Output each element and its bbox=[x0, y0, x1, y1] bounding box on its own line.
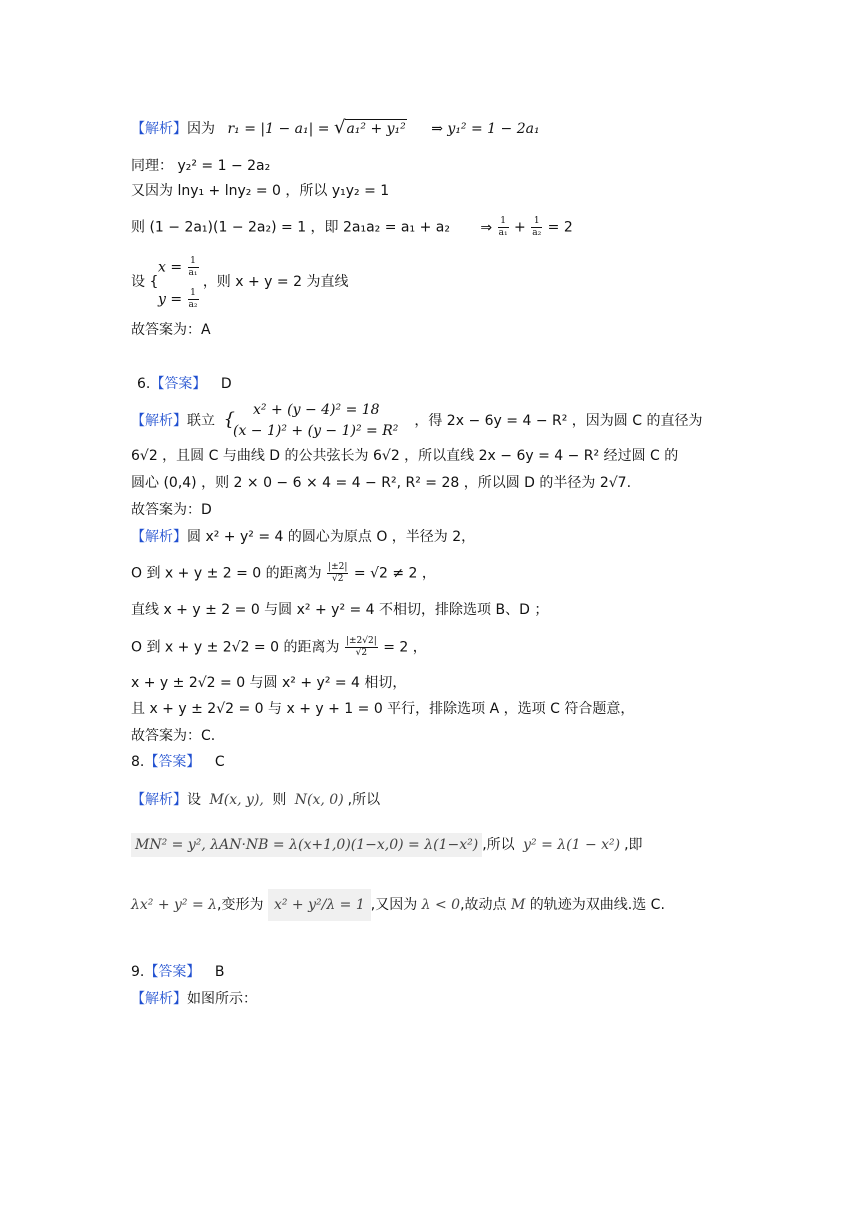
q7-line5: x + y ± 2√2 = 0 与圆 x² + y² = 4 相切， bbox=[131, 675, 407, 691]
b5-l1-root: a₁² + y₁² bbox=[346, 121, 406, 137]
b5-l1-b: r₁ = |1 − a₁| = bbox=[227, 121, 330, 137]
q9-header: 9.【答案】 B bbox=[131, 964, 225, 980]
q6-header: 6.【答案】 D bbox=[137, 376, 232, 392]
b5-line2 bbox=[131, 156, 270, 176]
q6-line2: 6√2 ，且圆 C 与曲线 D 的公共弦长为 6√2 ，所以直线 2x − 6y = 4 − R² 经过圆 C 的 bbox=[131, 448, 679, 464]
b5-l4-b: ⇒ bbox=[480, 219, 493, 236]
q7-line2: O 到 x + y ± 2 = 0 的距离为 $\frac{|\pm 2|}{√2}$ = √2 ≠ 2 ， bbox=[131, 562, 436, 584]
q8-line2: MN² = y², λAN·NB = λ(x+1,0)(1−x,0) = λ(1−x²) ,所以 y² = λ(1 − x²) ,即 bbox=[131, 833, 643, 857]
q8-hyperbola-box: x² + y²/λ = 1 bbox=[268, 889, 371, 921]
b5-line1 bbox=[131, 118, 540, 139]
q6-line3: 圆心 (0,4) ，则 2 × 0 − 6 × 4 = 4 − R², R² = 28 ，所以圆 D 的半径为 2√7. bbox=[131, 475, 632, 491]
q8-vector-box: MN² = y², λAN·NB = λ(x+1,0)(1−x,0) = λ(1−x²) bbox=[131, 833, 482, 857]
b5-line5-y bbox=[158, 288, 200, 311]
q7-line6: 且 x + y ± 2√2 = 0 与 x + y + 1 = 0 平行，排除选项 A ，选项 C 符合题意， bbox=[131, 701, 635, 717]
b5-l2: 同理： y₂² = 1 − 2a₂ bbox=[131, 158, 271, 174]
sqrt-sign: √a₁² + y₁² bbox=[333, 117, 406, 138]
q9-line1: 【解析】如图所示： bbox=[131, 991, 257, 1007]
q6-eq1: x² + (y − 4)² = 18 bbox=[253, 402, 380, 418]
q7-line4: O 到 x + y ± 2√2 = 0 的距离为 $\frac{|\pm 2√2|}{√2}$ = 2 ， bbox=[131, 636, 427, 658]
b5-l4-c: = 2 bbox=[547, 219, 573, 236]
frac-1-a2: $\frac{1}{\text{a₂}}$ bbox=[532, 216, 542, 238]
q6-line1: 【解析】联立 { ，得 2x − 6y = 4 − R² ，因为圆 C 的直径为 bbox=[131, 409, 703, 430]
q7-line1: 【解析】圆 x² + y² = 4 的圆心为原点 O ，半径为 2， bbox=[131, 529, 476, 545]
q8-line3: λx² + y² = λ,变形为 x² + y²/λ = 1 ,又因为 λ < 0,故动点 M 的轨迹为双曲线.选 C. bbox=[131, 889, 665, 921]
b5-l5-she: 设 { bbox=[131, 274, 159, 290]
b5-l1-c: ⇒ y₁² = 1 − 2a₁ bbox=[431, 121, 540, 137]
frac-dist2: $\frac{|\pm 2√2|}{√2}$ bbox=[345, 636, 377, 658]
frac-y: $\frac{1}{\text{a₂}}$ bbox=[188, 288, 198, 310]
q8-header: 8.【答案】 C bbox=[131, 754, 225, 770]
q8-line1: 【解析】设 M(x, y), 则 N(x, 0) ,所以 bbox=[131, 792, 381, 808]
q6-answer: 故答案为：D bbox=[131, 502, 212, 518]
b5-line3 bbox=[131, 181, 389, 201]
jiexi-tag: 【解析】 bbox=[131, 121, 187, 137]
b5-l5-tail: ，则 x + y = 2 为直线 bbox=[202, 274, 349, 290]
b5-l1-a: 因为 bbox=[187, 121, 215, 137]
b5-l5-x: x = bbox=[158, 259, 183, 276]
frac-x: $\frac{1}{\text{a₁}}$ bbox=[188, 256, 198, 278]
b5-l4-a: 则 (1 − 2a₁)(1 − 2a₂) = 1 ，即 2a₁a₂ = a₁ + a₂ bbox=[131, 219, 450, 236]
q6-eq2: (x − 1)² + (y − 1)² = R² bbox=[233, 423, 399, 439]
frac-1-a1: $\frac{1}{\text{a₁}}$ bbox=[498, 216, 508, 238]
q7-answer: 故答案为：C. bbox=[131, 728, 216, 744]
frac-dist1: $\frac{|\pm 2|}{√2}$ bbox=[328, 562, 348, 584]
b5-answer: 故答案为：A bbox=[131, 322, 211, 338]
b5-l5-y: y = bbox=[158, 291, 183, 308]
q7-line3: 直线 x + y ± 2 = 0 与圆 x² + y² = 4 不相切，排除选项 B、D ； bbox=[131, 602, 549, 618]
b5-l3: 又因为 lny₁ + lny₂ = 0 ，所以 y₁y₂ = 1 bbox=[131, 183, 390, 199]
b5-line4: 则 (1 − 2a₁)(1 − 2a₂) = 1 ，即 2a₁a₂ = a₁ + a₂ ⇒ $\frac{1}{\text{a₁}}$ + $\frac{1}{\text{a₂}}$ = 2 bbox=[131, 216, 573, 238]
